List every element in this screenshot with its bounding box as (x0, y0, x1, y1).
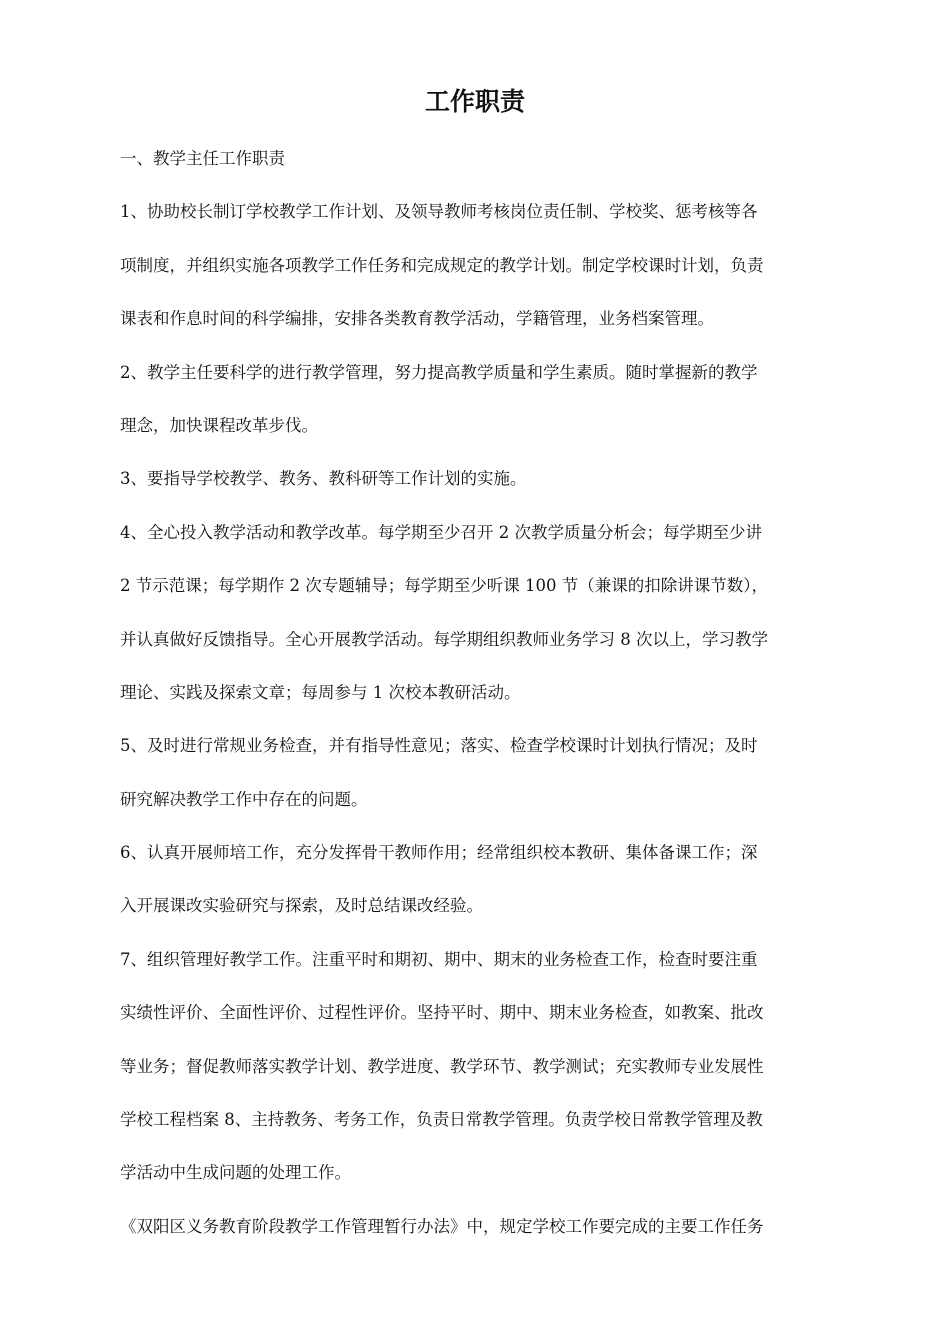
paragraph-6 (120, 826, 830, 933)
text-line: 课表和作息时间的科学编排，安排各类教育教学活动，学籍管理，业务档案管理。 (120, 309, 714, 329)
paragraph-1 (120, 185, 830, 345)
document-title: 工作职责 (424, 87, 525, 116)
text-line: 7、组织管理好教学工作。注重平时和期初、期中、期末的业务检查工作，检查时要注重 (120, 949, 758, 969)
text-line: 项制度，并组织实施各项教学工作任务和完成规定的教学计划。制定学校课时计划，负责 (120, 255, 764, 275)
text-line: 入开展课改实验研究与探索，及时总结课改经验。 (120, 896, 483, 916)
text-line: 并认真做好反馈指导。全心开展教学活动。每学期组织教师业务学习 8 次以上，学习教学 (120, 629, 768, 649)
text-line: 等业务；督促教师落实教学计划、教学进度、教学环节、教学测试；充实教师专业发展性 (120, 1056, 764, 1076)
paragraph-3 (120, 452, 830, 505)
paragraph-8 (120, 1200, 830, 1253)
text-line: 一、教学主任工作职责 (120, 149, 285, 168)
text-line: 学活动中生成问题的处理工作。 (120, 1163, 351, 1183)
paragraph-5 (120, 719, 830, 826)
text-line: 6、认真开展师培工作，充分发挥骨干教师作用；经常组织校本教研、集体备课工作；深 (120, 843, 758, 863)
paragraph-4 (120, 506, 830, 720)
text-line: 1、协助校长制订学校教学工作计划、及领导教师考核岗位责任制、学校奖、惩考核等各 (120, 202, 758, 222)
text-line: 3、要指导学校教学、教务、教科研等工作计划的实施。 (120, 469, 527, 489)
text-line: 学校工程档案 8、主持教务、考务工作，负责日常教学管理。负责学校日常教学管理及教 (120, 1110, 763, 1130)
text-line: 4、全心投入教学活动和教学改革。每学期至少召开 2 次教学质量分析会；每学期至少讲 (120, 522, 762, 542)
paragraph-2 (120, 346, 830, 453)
text-line: 研究解决教学工作中存在的问题。 (120, 789, 368, 809)
paragraph-7 (120, 933, 830, 1200)
text-line: 实绩性评价、全面性评价、过程性评价。坚持平时、期中、期末业务检查，如教案、批改 (120, 1003, 764, 1023)
text-line: 5、及时进行常规业务检查，并有指导性意见；落实、检查学校课时计划执行情况；及时 (120, 736, 758, 756)
text-line: 2、教学主任要科学的进行教学管理，努力提高教学质量和学生素质。随时掌握新的教学 (120, 362, 758, 382)
text-line: 2 节示范课；每学期作 2 次专题辅导；每学期至少听课 100 节（兼课的扣除讲课节数）， (120, 576, 768, 596)
document-body (120, 132, 830, 1253)
text-line: 理念，加快课程改革步伐。 (120, 415, 318, 435)
section-heading (120, 132, 830, 185)
text-line: 理论、实践及探索文章；每周参与 1 次校本教研活动。 (120, 682, 521, 702)
text-line: 《双阳区义务教育阶段教学工作管理暂行办法》中，规定学校工作要完成的主要工作任务 (120, 1216, 764, 1236)
